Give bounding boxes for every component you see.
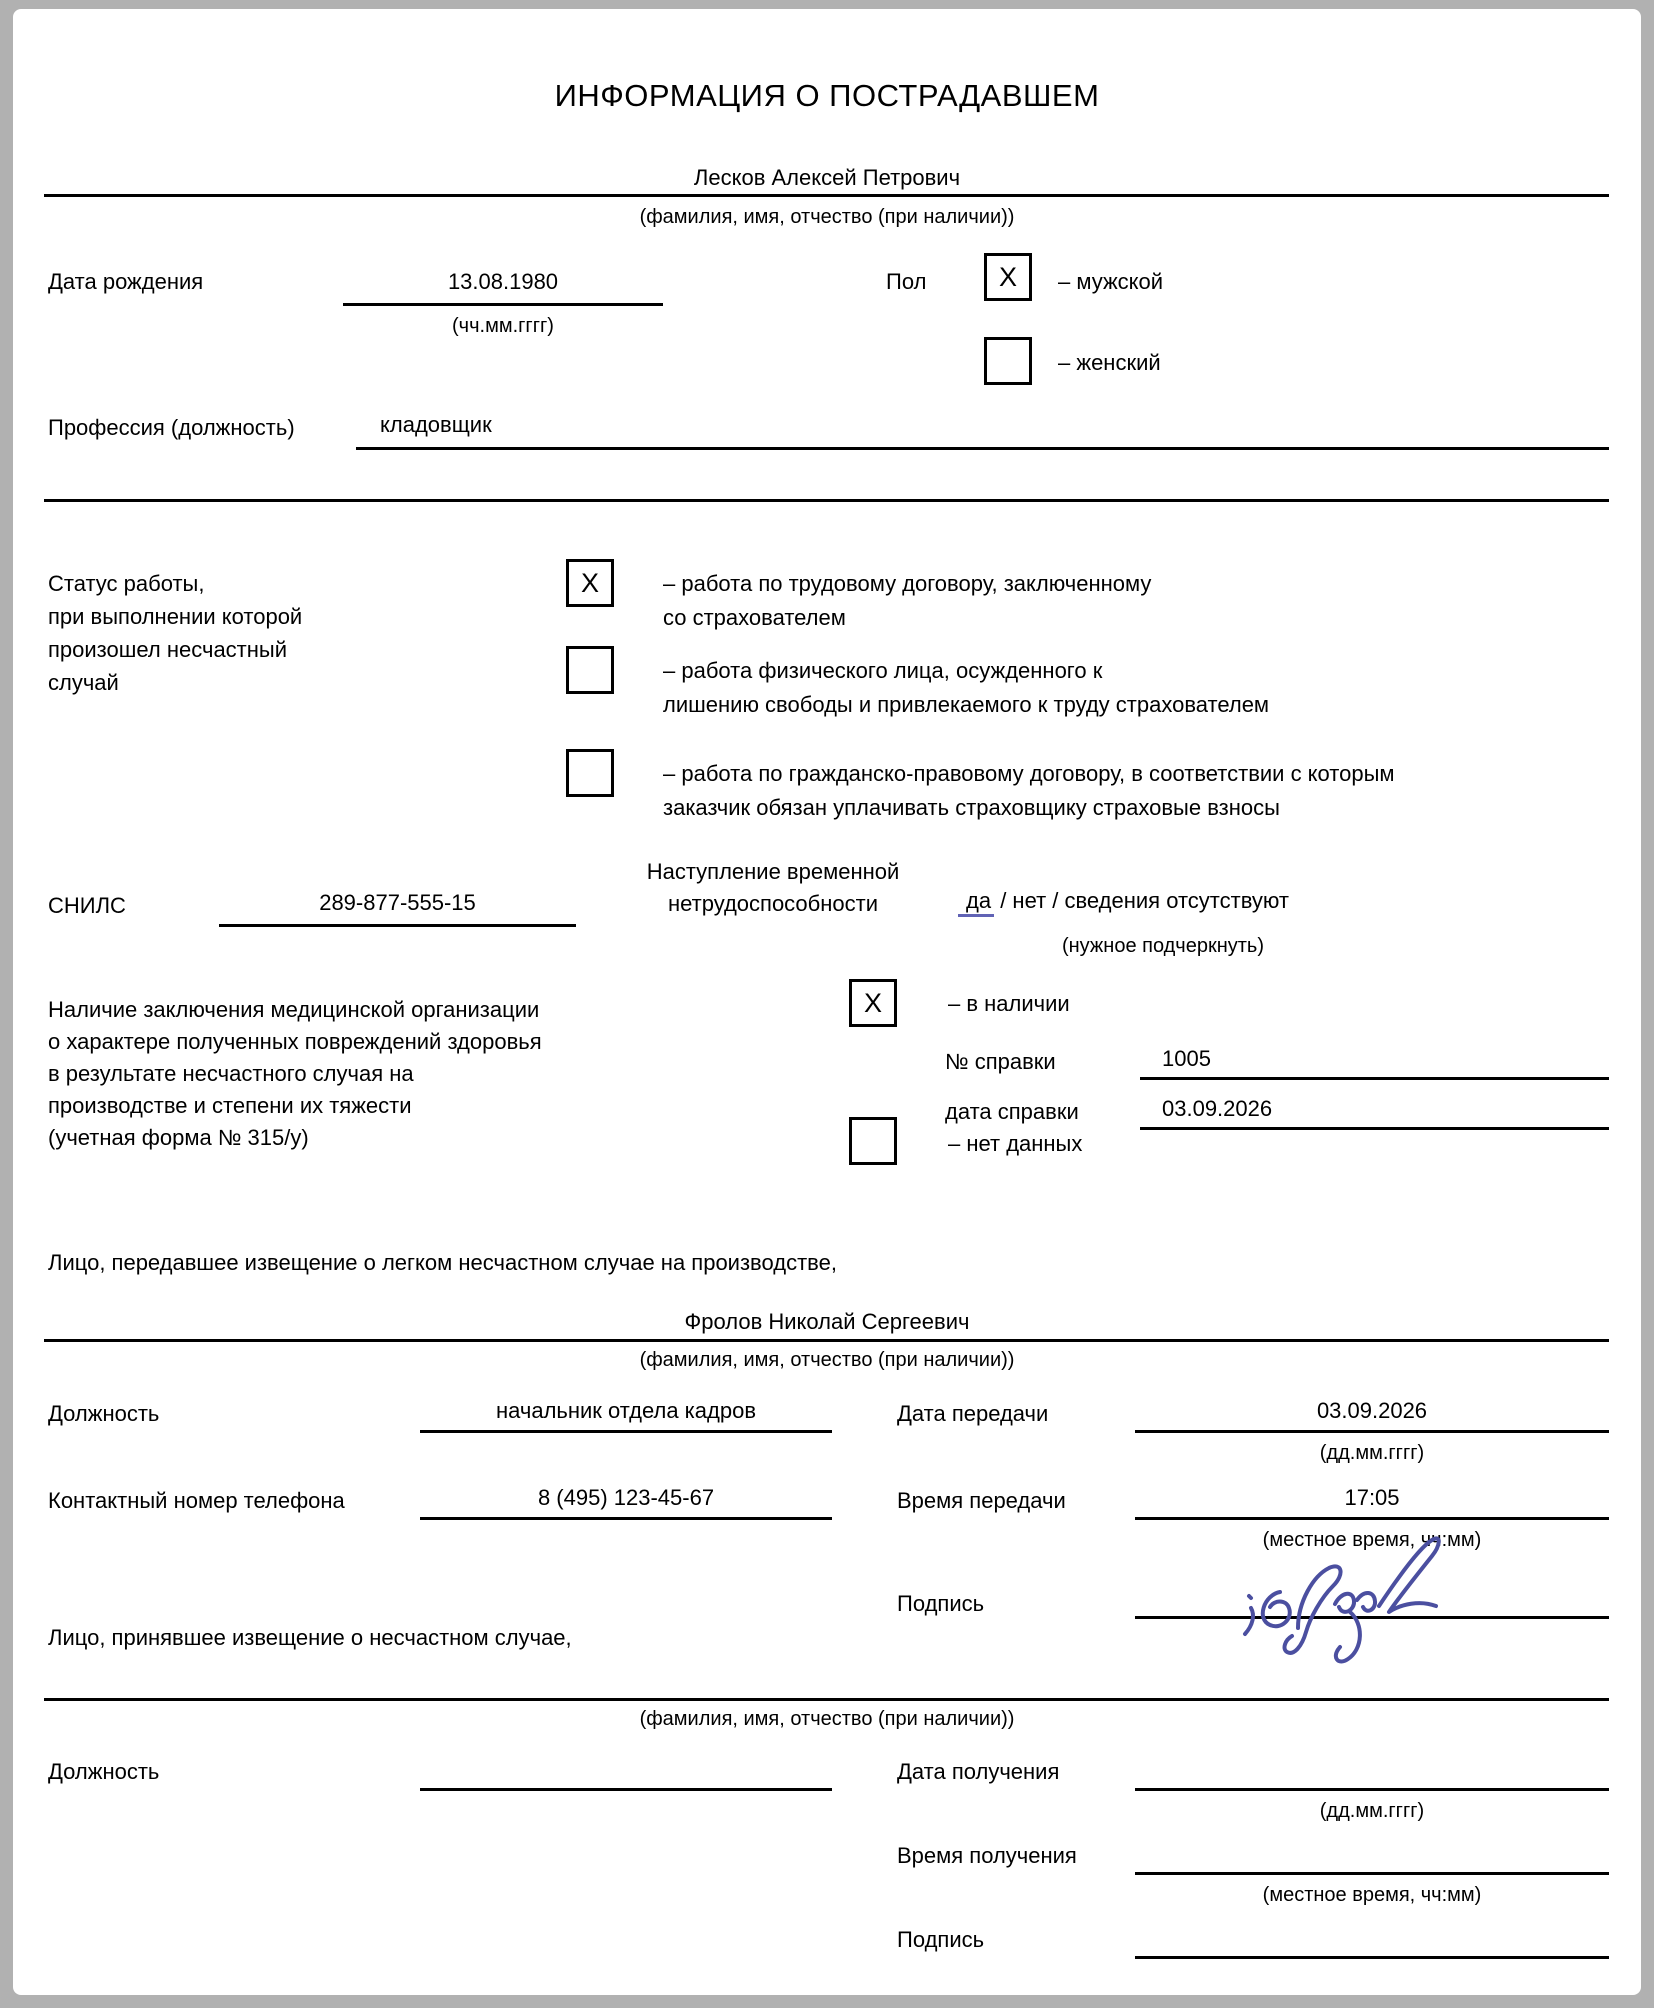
sender-position-label: Должность bbox=[48, 1401, 160, 1426]
status-option-2-checkbox[interactable] bbox=[566, 646, 614, 694]
victim-name-caption: (фамилия, имя, отчество (при наличии)) bbox=[639, 206, 1015, 228]
birth-date-caption: (чч.мм.гггг) bbox=[452, 315, 554, 337]
receive-time-caption: (местное время, чч:мм) bbox=[1262, 1884, 1482, 1906]
snils-line bbox=[219, 924, 576, 927]
sender-intro: Лицо, передавшее извещение о легком несчастном случае на производстве, bbox=[48, 1250, 837, 1275]
receiver-name-caption: (фамилия, имя, отчество (при наличии)) bbox=[639, 1708, 1015, 1730]
disability-choice-underlined[interactable]: да bbox=[958, 888, 994, 917]
disability-label: Наступление временной нетрудоспособности bbox=[646, 859, 900, 916]
certificate-date-line bbox=[1140, 1127, 1609, 1130]
receiver-position-label: Должность bbox=[48, 1759, 160, 1784]
birth-date-line bbox=[343, 303, 663, 306]
snils-field[interactable]: 289-877-555-15 bbox=[319, 890, 476, 915]
receive-date-label: Дата получения bbox=[897, 1759, 1060, 1784]
victim-name-field[interactable]: Лесков Алексей Петрович bbox=[693, 165, 961, 190]
transfer-date-label: Дата передачи bbox=[897, 1401, 1049, 1426]
snils-label: СНИЛС bbox=[48, 893, 126, 918]
disability-caption: (нужное подчеркнуть) bbox=[1061, 935, 1265, 957]
receive-time-label: Время получения bbox=[897, 1843, 1077, 1868]
gender-male-checkbox[interactable]: X bbox=[984, 253, 1032, 301]
status-option-1-checkbox[interactable]: X bbox=[566, 559, 614, 607]
sender-name-field[interactable]: Фролов Николай Сергеевич bbox=[684, 1309, 970, 1334]
gender-male-label: – мужской bbox=[1058, 269, 1164, 294]
transfer-time-caption: (местное время, чч:мм) bbox=[1262, 1529, 1482, 1551]
birth-date-label: Дата рождения bbox=[48, 269, 204, 294]
contact-phone-label: Контактный номер телефона bbox=[48, 1488, 345, 1513]
medical-present-checkbox[interactable]: X bbox=[849, 979, 897, 1027]
birth-date-field[interactable]: 13.08.1980 bbox=[447, 269, 559, 294]
certificate-date-label: дата справки bbox=[945, 1099, 1079, 1124]
gender-female-label: – женский bbox=[1058, 350, 1161, 375]
medical-label: Наличие заключения медицинской организации о характере полученных повреждений здоровья в результате несчастного случая на производстве и степени их тяжести (учетная форма № 315/у) bbox=[48, 997, 542, 1150]
receiver-signature-label: Подпись bbox=[897, 1927, 985, 1952]
transfer-date-line bbox=[1135, 1430, 1609, 1433]
status-option-3-checkbox[interactable] bbox=[566, 749, 614, 797]
receive-time-line bbox=[1135, 1872, 1609, 1875]
receiver-name-line bbox=[44, 1698, 1609, 1701]
profession-field[interactable]: кладовщик bbox=[380, 412, 492, 437]
sender-signature-label: Подпись bbox=[897, 1591, 985, 1616]
profession-label: Профессия (должность) bbox=[48, 415, 295, 440]
section-separator-line bbox=[44, 499, 1609, 502]
form-page bbox=[13, 9, 1641, 1995]
disability-choice[interactable] bbox=[966, 888, 1289, 914]
gender-label: Пол bbox=[886, 269, 927, 294]
receive-date-caption: (дд.мм.гггг) bbox=[1319, 1800, 1425, 1822]
certificate-number-label: № справки bbox=[945, 1049, 1056, 1074]
receiver-signature-line bbox=[1135, 1956, 1609, 1959]
contact-phone-field[interactable]: 8 (495) 123-45-67 bbox=[537, 1485, 715, 1510]
gender-female-checkbox[interactable] bbox=[984, 337, 1032, 385]
receiver-name-field[interactable] bbox=[13, 1667, 1641, 1695]
transfer-date-field[interactable]: 03.09.2026 bbox=[1316, 1398, 1428, 1423]
signature-image bbox=[1238, 1522, 1470, 1672]
status-option-3-label: – работа по гражданско-правовому договору, в соответствии с которым заказчик обязан уплачивать страховщику страховые взносы bbox=[663, 761, 1395, 820]
receive-date-field[interactable] bbox=[1135, 1756, 1609, 1784]
sender-position-line bbox=[420, 1430, 832, 1433]
status-option-2-label: – работа физического лица, осужденного к лишению свободы и привлекаемого к труду страхователем bbox=[663, 658, 1270, 717]
sender-name-line bbox=[44, 1339, 1609, 1342]
certificate-date-field[interactable]: 03.09.2026 bbox=[1162, 1096, 1273, 1121]
receiver-position-line bbox=[420, 1788, 832, 1791]
receive-time-field[interactable] bbox=[1135, 1840, 1609, 1868]
sender-name-caption: (фамилия, имя, отчество (при наличии)) bbox=[639, 1349, 1015, 1371]
page-title: ИНФОРМАЦИЯ О ПОСТРАДАВШЕМ bbox=[554, 78, 1100, 113]
victim-name-line bbox=[44, 194, 1609, 197]
medical-present-label: – в наличии bbox=[948, 991, 1070, 1016]
certificate-number-field[interactable]: 1005 bbox=[1162, 1046, 1211, 1071]
disability-choice-rest: / нет / сведения отсутствуют bbox=[994, 888, 1289, 913]
medical-nodata-checkbox[interactable] bbox=[849, 1117, 897, 1165]
certificate-number-line bbox=[1140, 1077, 1609, 1080]
receive-date-line bbox=[1135, 1788, 1609, 1791]
work-status-label: Статус работы, при выполнении которой произошел несчастный случай bbox=[48, 571, 303, 695]
contact-phone-line bbox=[420, 1517, 832, 1520]
receiver-intro: Лицо, принявшее извещение о несчастном случае, bbox=[48, 1625, 572, 1650]
transfer-time-line bbox=[1135, 1517, 1609, 1520]
receiver-position-field[interactable] bbox=[420, 1756, 832, 1784]
medical-nodata-label: – нет данных bbox=[948, 1131, 1083, 1156]
status-option-1-label: – работа по трудовому договору, заключенному со страхователем bbox=[663, 571, 1152, 630]
transfer-time-label: Время передачи bbox=[897, 1488, 1066, 1513]
transfer-date-caption: (дд.мм.гггг) bbox=[1319, 1442, 1425, 1464]
transfer-time-field[interactable]: 17:05 bbox=[1344, 1485, 1400, 1510]
profession-line bbox=[356, 447, 1609, 450]
sender-position-field[interactable]: начальник отдела кадров bbox=[495, 1398, 757, 1423]
